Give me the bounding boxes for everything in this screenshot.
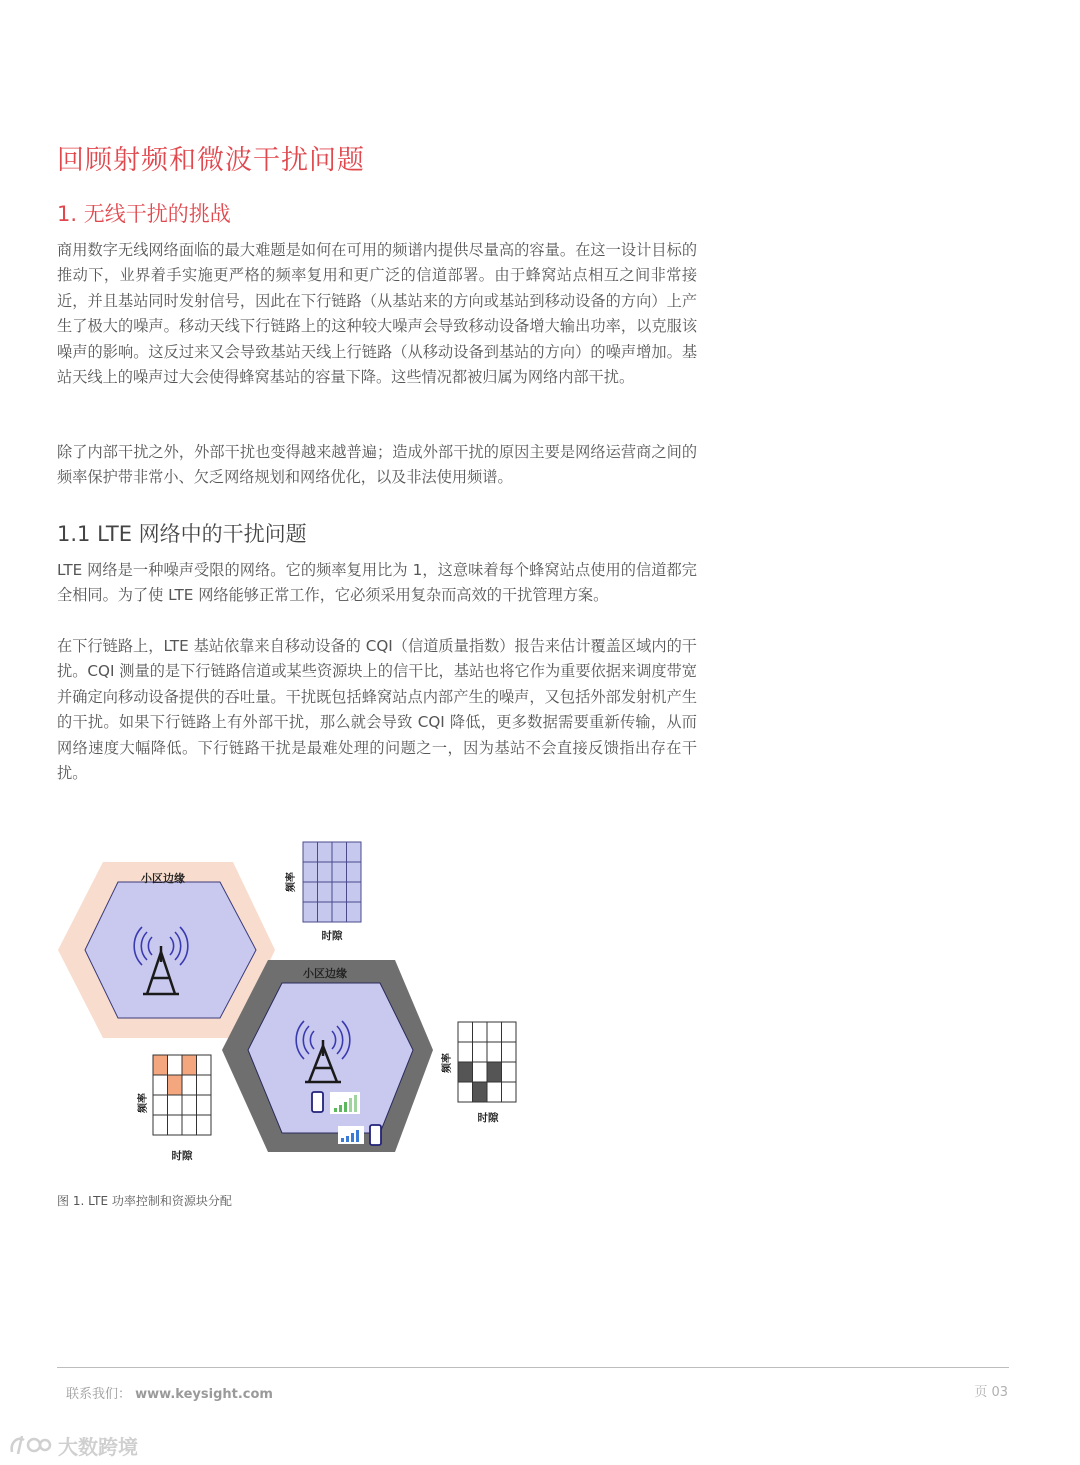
time-label-2: 时隙 xyxy=(477,1112,499,1124)
watermark-text: 大数跨境 xyxy=(58,1434,138,1459)
footer-contact xyxy=(66,1383,273,1402)
website-link[interactable]: www.keysight.com xyxy=(135,1387,273,1402)
lte-diagram xyxy=(50,830,550,1170)
contact-label: 联系我们： xyxy=(66,1387,132,1402)
signal-bars-icon xyxy=(338,1126,364,1144)
paragraph: 在下行链路上，LTE 基站依靠来自移动设备的 CQI（信道质量指数）报告来估计覆盖区域内的干扰。CQI 测量的是下行链路信道或某些资源块上的信干比，基站也将它作为重要依据来调度带宽并确定向移动设备提供的吞吐量。干扰既包括蜂窝站点内部产生的噪声，又包括外部发射机产生的干扰。如果下行链路上有外部干扰，那么就会导致 CQI 降低，更多数据需要重新传输，从而网络速度大幅降低。下行链路干扰是最难处理的问题之一，因为基站不会直接反馈指出存在干扰。 xyxy=(57,637,697,783)
time-label-1: 时隙 xyxy=(321,930,343,942)
paragraph: LTE 网络是一种噪声受限的网络。它的频率复用比为 1，这意味着每个蜂窝站点使用的信道都完全相同。为了使 LTE 网络能够正常工作，它必须采用复杂而高效的干扰管理方案。 xyxy=(57,561,697,605)
resource-grid-orange xyxy=(153,1055,211,1135)
paragraph: 除了内部干扰之外，外部干扰也变得越来越普遍；造成外部干扰的原因主要是网络运营商之间的频率保护带非常小、欠乏网络规划和网络优化，以及非法使用频谱。 xyxy=(57,443,697,487)
watermark xyxy=(8,1430,138,1460)
watermark-logo-icon xyxy=(8,1432,52,1458)
footer-divider xyxy=(57,1367,1009,1368)
section-title: 1. 无线干扰的挑战 xyxy=(57,202,231,226)
cell-edge-label-1: 小区边缘 xyxy=(141,872,185,885)
freq-label-3: 频率 xyxy=(138,1093,149,1113)
signal-bars-icon xyxy=(330,1092,360,1114)
page-number: 页 03 xyxy=(974,1385,1008,1400)
resource-grid-blue xyxy=(303,842,361,922)
lte-figure xyxy=(50,830,550,1170)
mobile-phone-icon xyxy=(370,1125,381,1145)
figure-caption: 图 1. LTE 功率控制和资源块分配 xyxy=(57,1194,232,1208)
resource-grid-gray xyxy=(458,1022,516,1102)
time-label-3: 时隙 xyxy=(171,1150,193,1162)
mobile-phone-icon xyxy=(312,1092,323,1112)
freq-label-1: 频率 xyxy=(286,872,297,892)
cell-edge-label-2: 小区边缘 xyxy=(303,967,347,980)
freq-label-2: 频率 xyxy=(442,1053,453,1073)
page-title: 回顾射频和微波干扰问题 xyxy=(57,145,365,176)
cell-hex-inner-1 xyxy=(85,882,256,1018)
paragraph: 商用数字无线网络面临的最大难题是如何在可用的频谱内提供尽量高的容量。在这一设计目标的推动下，业界着手实施更严格的频率复用和更广泛的信道部署。由于蜂窝站点相互之间非常接近，并且基站同时发射信号，因此在下行链路（从基站来的方向或基站到移动设备的方向）上产生了极大的噪声。移动天线下行链路上的这种较大噪声会导致移动设备增大输出功率，以克服该噪声的影响。这反过来又会导致基站天线上行链路（从移动设备到基站的方向）的噪声增加。基站天线上的噪声过大会使得蜂窝基站的容量下降。这些情况都被归属为网络内部干扰。 xyxy=(57,241,697,387)
subsection-title: 1.1 LTE 网络中的干扰问题 xyxy=(57,522,307,546)
